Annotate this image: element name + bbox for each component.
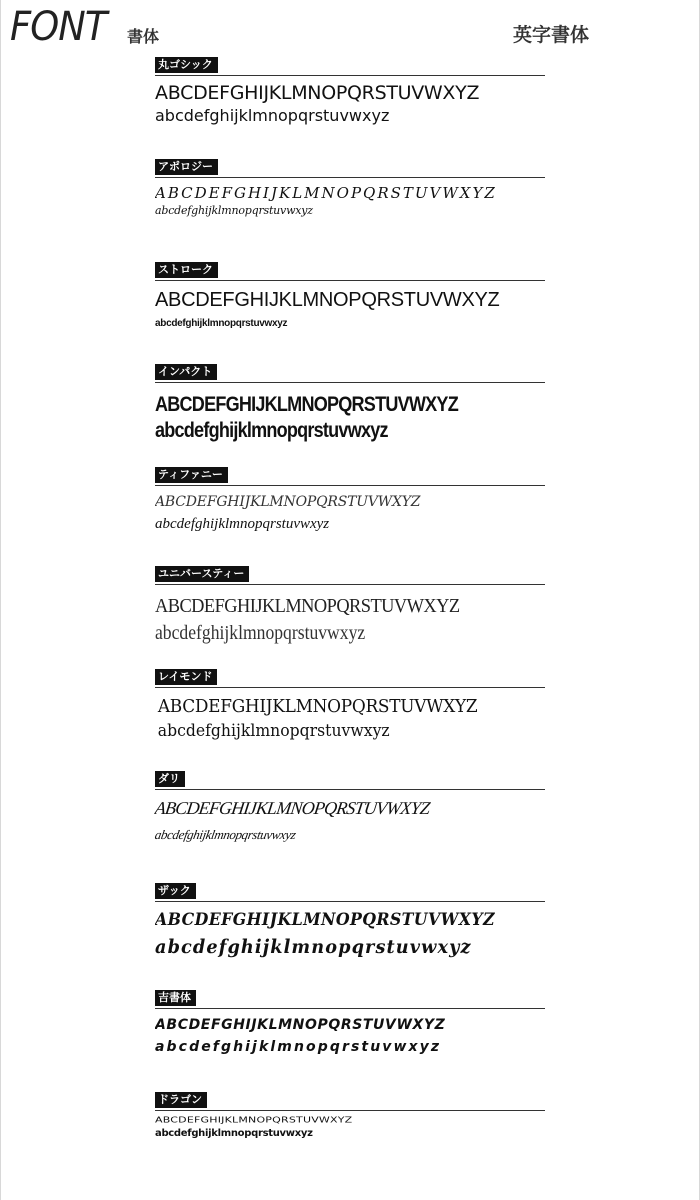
uppercase-sample: ABCDEFGHIJKLMNOPQRSTUVWXYZ <box>155 494 421 510</box>
section-label-row <box>155 262 545 281</box>
uppercase-sample: ABCDEFGHIJKLMNOPQRSTUVWXYZ <box>157 696 478 717</box>
uppercase-sample: ABCDEFGHIJKLMNOPQRSTUVWXYZ <box>155 289 500 311</box>
font-name-label: ストローク <box>155 262 218 278</box>
lowercase-sample: abcdefghijklmnopqrstuvwxyz <box>155 622 366 644</box>
font-name-label: ティファニー <box>155 467 228 483</box>
font-name-label: ユニバースティー <box>155 566 249 582</box>
font-section-maru-gothic <box>155 57 545 125</box>
font-section-dali <box>155 771 545 843</box>
font-section-apology <box>155 159 545 217</box>
section-label-row <box>155 990 545 1009</box>
font-name-label: 吉書体 <box>155 990 196 1006</box>
font-heading-sub: 書体 <box>127 27 160 46</box>
uppercase-sample: ABCDEFGHIJKLMNOPQRSTUVWXYZ <box>155 393 458 416</box>
lowercase-sample: abcdefghijklmnopqrstuvwxyz <box>155 1039 442 1055</box>
uppercase-sample: ABCDEFGHIJKLMNOPQRSTUVWXYZ <box>153 798 431 818</box>
section-label-row <box>155 467 545 486</box>
font-name-label: ダリ <box>155 771 185 787</box>
uppercase-sample: ABCDEFGHIJKLMNOPQRSTUVWXYZ <box>155 1115 353 1125</box>
font-section-kichi <box>155 990 545 1055</box>
font-name-label: ドラゴン <box>155 1092 207 1108</box>
section-label-row <box>155 669 545 688</box>
font-section-stroke <box>155 262 545 329</box>
uppercase-sample: ABCDEFGHIJKLMNOPQRSTUVWXYZ <box>155 184 497 202</box>
section-label-row <box>155 1092 545 1111</box>
section-label-row <box>155 771 545 790</box>
font-name-label: 丸ゴシック <box>155 57 218 73</box>
section-label-row <box>155 566 545 585</box>
uppercase-sample: ABCDEFGHIJKLMNOPQRSTUVWXYZ <box>155 595 460 617</box>
font-name-label: ザック <box>155 883 196 899</box>
font-section-universty <box>155 566 545 645</box>
lowercase-sample: abcdefghijklmnopqrstuvwxyz <box>157 721 390 741</box>
page-title: 英字書体 <box>513 24 590 46</box>
font-name-label: レイモンド <box>155 669 217 685</box>
font-section-impact <box>155 364 545 443</box>
lowercase-sample: abcdefghijklmnopqrstuvwxyz <box>155 204 313 217</box>
section-label-row <box>155 883 545 902</box>
font-section-raymond <box>155 669 545 741</box>
font-section-dragon <box>155 1092 545 1139</box>
font-section-tiffany <box>155 467 545 533</box>
uppercase-sample: ABCDEFGHIJKLMNOPQRSTUVWXYZ <box>155 1017 446 1033</box>
uppercase-sample: ABCDEFGHIJKLMNOPQRSTUVWXYZ <box>155 910 495 930</box>
font-name-label: アポロジー <box>155 159 218 175</box>
lowercase-sample: abcdefghijklmnopqrstuvwxyz <box>155 516 330 532</box>
font-section-zack <box>155 883 545 958</box>
lowercase-sample: abcdefghijklmnopqrstuvwxyz <box>153 827 297 842</box>
page-header <box>0 0 700 56</box>
font-name-label: インパクト <box>155 364 217 380</box>
section-label-row <box>155 159 545 178</box>
lowercase-sample: abcdefghijklmnopqrstuvwxyz <box>155 318 288 329</box>
lowercase-sample: abcdefghijklmnopqrstuvwxyz <box>155 419 388 442</box>
section-label-row <box>155 57 545 76</box>
lowercase-sample: abcdefghijklmnopqrstuvwxyz <box>155 936 472 958</box>
font-heading-word: FONT <box>10 4 107 50</box>
lowercase-sample: abcdefghijklmnopqrstuvwxyz <box>155 1128 313 1139</box>
lowercase-sample: abcdefghijklmnopqrstuvwxyz <box>155 106 390 125</box>
uppercase-sample: ABCDEFGHIJKLMNOPQRSTUVWXYZ <box>155 82 480 104</box>
section-label-row <box>155 364 545 383</box>
page-border-left <box>0 0 1 1200</box>
